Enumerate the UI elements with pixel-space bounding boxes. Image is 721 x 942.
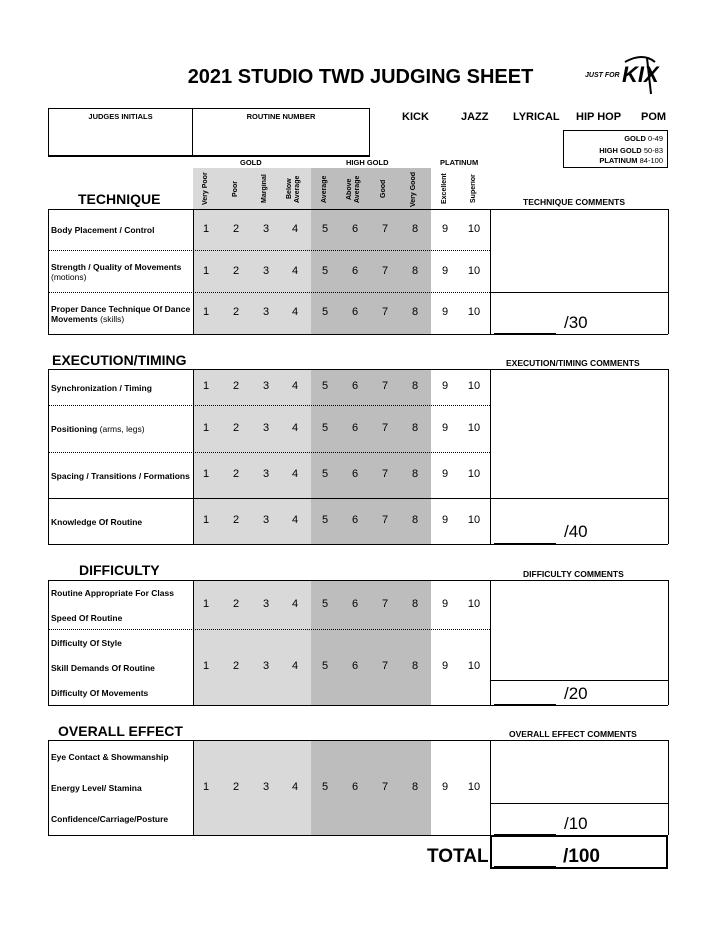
row-knowledge: Knowledge Of Routine [51, 516, 143, 527]
col-excellent: Excellent [441, 173, 448, 205]
logo-big-text: KIX [622, 62, 659, 87]
execution-row-2-score-5[interactable]: 5 [321, 422, 329, 434]
brand-logo [585, 52, 660, 100]
technique-row-1-score-3[interactable]: 3 [262, 223, 270, 235]
logo-small-text: JUST FOR [585, 72, 620, 79]
execution-row-2-score-10[interactable]: 10 [467, 422, 481, 434]
overall-score: /10 [564, 814, 588, 833]
overall-row-1-score-2[interactable]: 2 [232, 781, 240, 793]
execution-row-4-score-2[interactable]: 2 [232, 514, 240, 526]
band-high-gold: HIGH GOLD [346, 158, 389, 167]
execution-row-3-score-5[interactable]: 5 [321, 468, 329, 480]
difficulty-row-1-score-4[interactable]: 4 [291, 598, 299, 610]
band-gold: GOLD [240, 158, 262, 167]
row-skill-demands: Skill Demands Of Routine [51, 663, 155, 673]
technique-row-3-score-9[interactable]: 9 [441, 306, 449, 318]
row-confidence: Confidence/Carriage/Posture [51, 814, 169, 824]
execution-row-3-score-3[interactable]: 3 [262, 468, 270, 480]
technique-row-2-score-10[interactable]: 10 [467, 265, 481, 277]
technique-row-1-score-4[interactable]: 4 [291, 223, 299, 235]
technique-row-2-score-3[interactable]: 3 [262, 265, 270, 277]
legend-platinum: PLATINUM 84-100 [599, 156, 663, 165]
execution-row-2-score-7[interactable]: 7 [381, 422, 389, 434]
overall-row-1-score-1[interactable]: 1 [202, 781, 210, 793]
legend-gold: GOLD 0-49 [624, 134, 663, 143]
overall-row-1-score-10[interactable]: 10 [467, 781, 481, 793]
execution-row-1-score-5[interactable]: 5 [321, 380, 329, 392]
technique-row-2-score-7[interactable]: 7 [381, 265, 389, 277]
execution-title: EXECUTION/TIMING [52, 352, 187, 368]
execution-row-3-score-8[interactable]: 8 [411, 468, 419, 480]
col-superior: Superior [470, 174, 477, 204]
row-difficulty-movements: Difficulty Of Movements [51, 688, 149, 698]
row-eye-contact: Eye Contact & Showmanship [51, 752, 169, 762]
difficulty-row-2-score-9[interactable]: 9 [441, 660, 449, 672]
technique-row-1-score-6[interactable]: 6 [351, 223, 359, 235]
execution-row-4-score-10[interactable]: 10 [467, 514, 481, 526]
execution-row-3-score-2[interactable]: 2 [232, 468, 240, 480]
row-spacing: Spacing / Transitions / Formations [51, 470, 190, 481]
technique-row-3-score-4[interactable]: 4 [291, 306, 299, 318]
technique-row-2-score-6[interactable]: 6 [351, 265, 359, 277]
row-strength: Strength / Quality of Movements (motions) [51, 262, 182, 282]
execution-row-4-score-3[interactable]: 3 [262, 514, 270, 526]
row-energy: Energy Level/ Stamina [51, 783, 142, 793]
execution-row-4-score-1[interactable]: 1 [202, 514, 210, 526]
technique-row-3-score-6[interactable]: 6 [351, 306, 359, 318]
technique-row-3-score-3[interactable]: 3 [262, 306, 270, 318]
difficulty-row-1-score-7[interactable]: 7 [381, 598, 389, 610]
difficulty-row-2-score-8[interactable]: 8 [411, 660, 419, 672]
technique-row-1-score-7[interactable]: 7 [381, 223, 389, 235]
row-body-placement: Body Placement / Control [51, 225, 155, 235]
overall-row-1-score-5[interactable]: 5 [321, 781, 329, 793]
technique-score: /30 [564, 313, 588, 332]
technique-row-1-score-10[interactable]: 10 [467, 223, 481, 235]
difficulty-row-2-score-7[interactable]: 7 [381, 660, 389, 672]
overall-comments-label: OVERALL EFFECT COMMENTS [509, 729, 637, 739]
execution-row-1-score-4[interactable]: 4 [291, 380, 299, 392]
execution-row-1-score-6[interactable]: 6 [351, 380, 359, 392]
execution-row-4-score-6[interactable]: 6 [351, 514, 359, 526]
overall-row-1-score-4[interactable]: 4 [291, 781, 299, 793]
execution-row-1-score-8[interactable]: 8 [411, 380, 419, 392]
execution-row-4-score-8[interactable]: 8 [411, 514, 419, 526]
execution-row-1-score-10[interactable]: 10 [467, 380, 481, 392]
technique-row-1-score-2[interactable]: 2 [232, 223, 240, 235]
execution-row-1-score-9[interactable]: 9 [441, 380, 449, 392]
style-jazz[interactable]: JAZZ [461, 111, 489, 123]
execution-row-1-score-1[interactable]: 1 [202, 380, 210, 392]
execution-row-3-score-4[interactable]: 4 [291, 468, 299, 480]
row-proper-technique: Proper Dance Technique Of Dance Movements (skills) [51, 304, 191, 324]
execution-row-3-score-1[interactable]: 1 [202, 468, 210, 480]
difficulty-comments-label: DIFFICULTY COMMENTS [523, 569, 624, 579]
execution-row-2-score-2[interactable]: 2 [232, 422, 240, 434]
difficulty-row-1-score-5[interactable]: 5 [321, 598, 329, 610]
difficulty-row-2-score-1[interactable]: 1 [202, 660, 210, 672]
band-platinum: PLATINUM [440, 158, 479, 167]
difficulty-row-1-score-2[interactable]: 2 [232, 598, 240, 610]
judges-initials-label: JUDGES INITIALS [88, 112, 153, 121]
technique-row-3-score-1[interactable]: 1 [202, 306, 210, 318]
difficulty-row-1-score-8[interactable]: 8 [411, 598, 419, 610]
execution-row-2-score-4[interactable]: 4 [291, 422, 299, 434]
overall-row-1-score-6[interactable]: 6 [351, 781, 359, 793]
difficulty-score: /20 [564, 684, 588, 703]
difficulty-row-1-score-6[interactable]: 6 [351, 598, 359, 610]
execution-score: /40 [564, 522, 588, 541]
execution-row-3-score-6[interactable]: 6 [351, 468, 359, 480]
style-hip-hop[interactable]: HIP HOP [576, 111, 622, 123]
difficulty-row-2-score-5[interactable]: 5 [321, 660, 329, 672]
technique-title: TECHNIQUE [78, 191, 161, 207]
col-below-average: Below Average [286, 175, 301, 203]
technique-row-3-score-8[interactable]: 8 [411, 306, 419, 318]
overall-row-1-score-3[interactable]: 3 [262, 781, 270, 793]
execution-row-2-score-1[interactable]: 1 [202, 422, 210, 434]
execution-row-4-score-5[interactable]: 5 [321, 514, 329, 526]
difficulty-row-2-score-2[interactable]: 2 [232, 660, 240, 672]
style-pom[interactable]: POM [641, 111, 667, 123]
overall-row-1-score-8[interactable]: 8 [411, 781, 419, 793]
execution-row-1-score-2[interactable]: 2 [232, 380, 240, 392]
technique-comments-label: TECHNIQUE COMMENTS [523, 197, 625, 207]
technique-row-2-score-2[interactable]: 2 [232, 265, 240, 277]
row-routine-appropriate: Routine Appropriate For Class [51, 588, 174, 598]
technique-row-1-score-1[interactable]: 1 [202, 223, 210, 235]
execution-row-3-score-10[interactable]: 10 [467, 468, 481, 480]
difficulty-title: DIFFICULTY [79, 562, 160, 578]
execution-row-3-score-9[interactable]: 9 [441, 468, 449, 480]
execution-row-1-score-7[interactable]: 7 [381, 380, 389, 392]
overall-row-1-score-9[interactable]: 9 [441, 781, 449, 793]
technique-row-2-score-4[interactable]: 4 [291, 265, 299, 277]
row-synchronization: Synchronization / Timing [51, 382, 152, 393]
legend-high-gold: HIGH GOLD 50-83 [599, 146, 663, 155]
overall-title: OVERALL EFFECT [58, 723, 183, 739]
row-speed: Speed Of Routine [51, 613, 123, 623]
execution-row-4-score-9[interactable]: 9 [441, 514, 449, 526]
execution-row-2-score-8[interactable]: 8 [411, 422, 419, 434]
row-difficulty-style: Difficulty Of Style [51, 638, 122, 648]
col-marginal: Marginal [261, 174, 268, 204]
execution-row-2-score-9[interactable]: 9 [441, 422, 449, 434]
technique-row-3-score-2[interactable]: 2 [232, 306, 240, 318]
execution-row-1-score-3[interactable]: 3 [262, 380, 270, 392]
routine-number-label: ROUTINE NUMBER [246, 112, 316, 121]
difficulty-row-1-score-1[interactable]: 1 [202, 598, 210, 610]
col-above-average: Above Average [346, 175, 361, 203]
technique-row-2-score-9[interactable]: 9 [441, 265, 449, 277]
difficulty-row-2-score-10[interactable]: 10 [467, 660, 481, 672]
execution-row-2-score-6[interactable]: 6 [351, 422, 359, 434]
style-lyrical[interactable]: LYRICAL [513, 111, 560, 123]
col-very-good: Very Good [410, 171, 417, 207]
technique-row-2-score-8[interactable]: 8 [411, 265, 419, 277]
difficulty-row-1-score-3[interactable]: 3 [262, 598, 270, 610]
technique-row-1-score-9[interactable]: 9 [441, 223, 449, 235]
row-positioning: Positioning (arms, legs) [51, 424, 145, 434]
style-kick[interactable]: KICK [402, 111, 429, 123]
difficulty-row-1-score-10[interactable]: 10 [467, 598, 481, 610]
execution-row-2-score-3[interactable]: 3 [262, 422, 270, 434]
execution-comments-label: EXECUTION/TIMING COMMENTS [506, 358, 640, 368]
col-average: Average [321, 175, 328, 203]
col-very-poor: Very Poor [202, 172, 209, 206]
award-legend [563, 130, 668, 168]
execution-row-3-score-7[interactable]: 7 [381, 468, 389, 480]
technique-row-1-score-8[interactable]: 8 [411, 223, 419, 235]
total-label: TOTAL [427, 846, 489, 867]
execution-row-4-score-4[interactable]: 4 [291, 514, 299, 526]
execution-row-4-score-7[interactable]: 7 [381, 514, 389, 526]
technique-row-2-score-5[interactable]: 5 [321, 265, 329, 277]
difficulty-row-1-score-9[interactable]: 9 [441, 598, 449, 610]
difficulty-row-2-score-6[interactable]: 6 [351, 660, 359, 672]
total-score: /100 [563, 846, 600, 867]
technique-row-3-score-7[interactable]: 7 [381, 306, 389, 318]
technique-row-3-score-5[interactable]: 5 [321, 306, 329, 318]
technique-row-2-score-1[interactable]: 1 [202, 265, 210, 277]
col-poor: Poor [232, 181, 239, 197]
technique-row-3-score-10[interactable]: 10 [467, 306, 481, 318]
col-good: Good [380, 179, 387, 199]
technique-row-1-score-5[interactable]: 5 [321, 223, 329, 235]
difficulty-row-2-score-4[interactable]: 4 [291, 660, 299, 672]
difficulty-row-2-score-3[interactable]: 3 [262, 660, 270, 672]
overall-row-1-score-7[interactable]: 7 [381, 781, 389, 793]
page-title: 2021 STUDIO TWD JUDGING SHEET [187, 66, 534, 88]
